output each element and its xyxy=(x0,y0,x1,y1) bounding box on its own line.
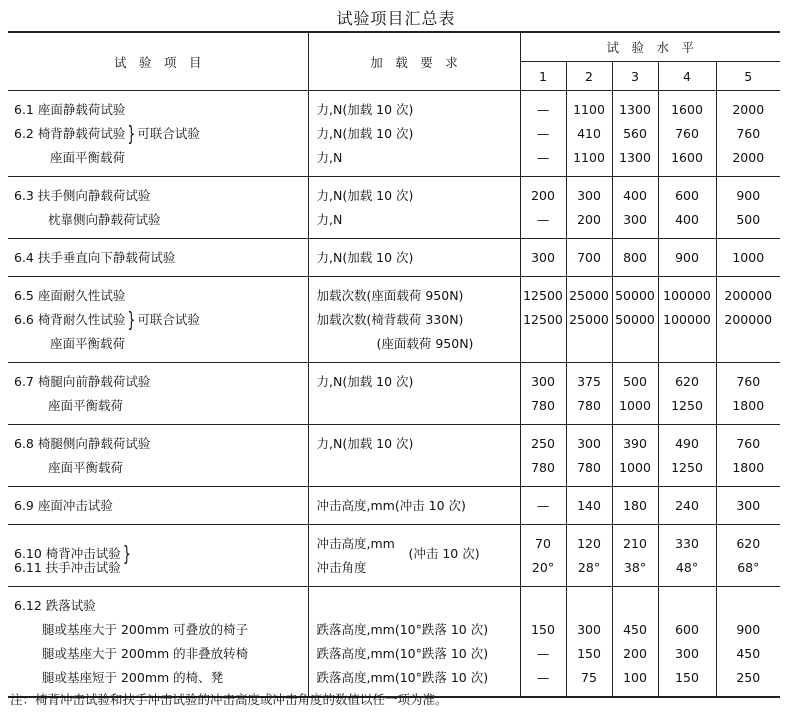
level-4-cell xyxy=(658,177,716,239)
level-4-cell xyxy=(658,525,716,587)
footnote: 注：椅背冲击试验和扶手冲击试验的冲击高度或冲击角度的数值以任一项为准。 xyxy=(10,692,448,707)
level-value: 760 xyxy=(736,374,761,389)
test-item-cell xyxy=(8,177,308,239)
level-2: 2 xyxy=(566,62,612,91)
test-item-label: 座面平衡载荷 xyxy=(50,150,126,165)
level-value: 100 xyxy=(623,670,647,685)
level-2-cell xyxy=(566,177,612,239)
level-value: 1000 xyxy=(619,460,651,475)
level-value xyxy=(567,332,612,356)
level-value: 600 xyxy=(675,188,699,203)
level-5-cell xyxy=(716,487,780,525)
level-value: 210 xyxy=(623,536,647,551)
test-item-label: 腿或基座大于 200mm 可叠放的椅子 xyxy=(42,622,249,637)
level-value: 400 xyxy=(623,188,647,203)
test-item-label: 6.12 跌落试验 xyxy=(14,598,96,613)
level-value: 300 xyxy=(577,188,601,203)
level-4-cell xyxy=(658,239,716,277)
load-requirement-text: (座面载荷 950N) xyxy=(376,336,474,351)
level-value: — xyxy=(536,498,550,513)
level-4-cell xyxy=(658,487,716,525)
level-value: 38° xyxy=(623,560,647,575)
level-value: 900 xyxy=(675,250,699,265)
level-3-cell xyxy=(612,363,658,425)
level-5-cell xyxy=(716,363,780,425)
load-requirement-text: 加载次数(座面载荷 950N) xyxy=(316,288,464,303)
level-value xyxy=(567,594,612,618)
level-value: 330 xyxy=(675,536,699,551)
level-value: 240 xyxy=(675,498,699,513)
header-item: 试 验 项 目 xyxy=(8,32,308,91)
level-1-cell xyxy=(520,487,566,525)
level-value: 100000 xyxy=(663,288,711,303)
load-requirement-text: 力,N(加载 10 次) xyxy=(316,188,414,203)
level-2-cell xyxy=(566,487,612,525)
level-5-cell xyxy=(716,425,780,487)
level-value: 100000 xyxy=(663,312,711,327)
test-item-cell xyxy=(8,239,308,277)
level-value: 1250 xyxy=(671,398,703,413)
level-value: 780 xyxy=(577,398,601,413)
level-3-cell xyxy=(612,177,658,239)
load-requirement-cell xyxy=(308,425,520,487)
level-1-cell xyxy=(520,587,566,698)
level-value: 780 xyxy=(531,460,555,475)
table-row xyxy=(8,91,780,177)
table-row xyxy=(8,177,780,239)
level-value: 1000 xyxy=(732,250,765,265)
level-2-cell xyxy=(566,277,612,363)
level-value: 75 xyxy=(581,670,597,685)
level-value: 300 xyxy=(577,622,601,637)
level-value: 50000 xyxy=(615,288,655,303)
level-4-cell xyxy=(658,587,716,698)
level-value: 150 xyxy=(531,622,555,637)
table-row xyxy=(8,239,780,277)
load-requirement-text: 力,N(加载 10 次) xyxy=(316,436,414,451)
load-requirement-text: 力,N xyxy=(316,212,343,227)
level-value: 1800 xyxy=(732,398,765,413)
test-item-label: 座面平衡载荷 xyxy=(48,398,124,413)
test-item-cell xyxy=(8,525,308,587)
test-item-label: 枕靠侧向静载荷试验 xyxy=(48,212,161,227)
level-value: 200 xyxy=(531,188,555,203)
test-item-label: 6.8 椅腿侧向静载荷试验 xyxy=(14,436,151,451)
level-3-cell xyxy=(612,91,658,177)
table-row xyxy=(8,487,780,525)
load-requirement-text: 跌落高度,mm(10°跌落 10 次) xyxy=(316,670,489,685)
test-item-label: 6.1 座面静载荷试验 xyxy=(14,102,126,117)
level-value: 490 xyxy=(675,436,699,451)
header-load: 加 载 要 求 xyxy=(308,32,520,91)
level-value: 150 xyxy=(675,670,699,685)
level-2-cell xyxy=(566,239,612,277)
load-requirement-text: 力,N(加载 10 次) xyxy=(316,102,414,117)
level-value: 760 xyxy=(675,126,699,141)
level-2-cell xyxy=(566,587,612,698)
table-row xyxy=(8,525,780,587)
level-value: 200 xyxy=(623,646,647,661)
level-value xyxy=(521,594,566,618)
load-requirement-text: 力,N(加载 10 次) xyxy=(316,250,414,265)
level-2-cell xyxy=(566,525,612,587)
level-value: 1300 xyxy=(619,150,651,165)
table-row xyxy=(8,587,780,698)
level-value: 900 xyxy=(736,188,761,203)
level-value: 25000 xyxy=(569,312,609,327)
level-value: 200 xyxy=(577,212,601,227)
load-requirement-text: 力,N(加载 10 次) xyxy=(316,126,414,141)
load-requirement-text: 冲击高度,mm(冲击 10 次) xyxy=(316,498,466,513)
level-value: 200000 xyxy=(724,312,773,327)
level-value: 70 xyxy=(535,536,551,551)
load-requirement-cell xyxy=(308,177,520,239)
test-item-label: 6.9 座面冲击试验 xyxy=(14,498,113,513)
level-value: 390 xyxy=(623,436,647,451)
level-value: 300 xyxy=(531,374,555,389)
test-item-label: 6.2 椅背静载荷试验 xyxy=(14,126,126,141)
level-value: 410 xyxy=(577,126,601,141)
level-1-cell xyxy=(520,177,566,239)
level-value: 450 xyxy=(623,622,647,637)
test-item-label: 6.11 扶手冲击试验 xyxy=(14,560,121,575)
level-1: 1 xyxy=(520,62,566,91)
test-item-label: 6.7 椅腿向前静载荷试验 xyxy=(14,374,151,389)
load-requirement-text: 力,N(加载 10 次) xyxy=(316,374,414,389)
load-requirement-text: 冲击高度,mm xyxy=(316,536,395,551)
level-value: 620 xyxy=(675,374,699,389)
level-value: 1600 xyxy=(671,102,703,117)
level-value: 1300 xyxy=(619,102,651,117)
test-item-label: 6.6 椅背耐久性试验 xyxy=(14,312,126,327)
level-value: 700 xyxy=(577,250,601,265)
test-item-label: 6.3 扶手侧向静载荷试验 xyxy=(14,188,151,203)
load-requirement-text: 跌落高度,mm(10°跌落 10 次) xyxy=(316,622,489,637)
level-4-cell xyxy=(658,277,716,363)
level-value: 140 xyxy=(577,498,601,513)
test-item-cell xyxy=(8,363,308,425)
level-5: 5 xyxy=(716,62,780,91)
level-value: 400 xyxy=(675,212,699,227)
level-3-cell xyxy=(612,487,658,525)
level-value: 300 xyxy=(736,498,761,513)
level-value: 800 xyxy=(623,250,647,265)
load-requirement-text: 冲击角度 xyxy=(316,560,367,575)
test-item-cell xyxy=(8,91,308,177)
table-row xyxy=(8,277,780,363)
load-requirement-cell xyxy=(308,363,520,425)
level-value: 300 xyxy=(675,646,699,661)
load-requirement-cell xyxy=(308,91,520,177)
level-value xyxy=(717,594,781,618)
load-requirement-text: 加载次数(椅背载荷 330N) xyxy=(316,312,464,327)
level-value: 68° xyxy=(737,560,760,575)
test-item-label: 6.4 扶手垂直向下静载荷试验 xyxy=(14,250,176,265)
load-requirement-text: 跌落高度,mm(10°跌落 10 次) xyxy=(316,646,489,661)
level-value: 1100 xyxy=(573,102,605,117)
level-5-cell xyxy=(716,239,780,277)
level-value xyxy=(659,594,716,618)
brace-mark: } xyxy=(122,541,131,566)
test-item-label: 6.5 座面耐久性试验 xyxy=(14,288,126,303)
level-1-cell xyxy=(520,277,566,363)
header-level: 试 验 水 平 xyxy=(520,32,780,62)
joint-test-label: 可联合试验 xyxy=(137,126,200,141)
level-value: — xyxy=(536,646,550,661)
level-4: 4 xyxy=(658,62,716,91)
level-value: 620 xyxy=(736,536,761,551)
table-row xyxy=(8,363,780,425)
load-requirement-cell xyxy=(308,239,520,277)
test-item-cell xyxy=(8,277,308,363)
level-value: 150 xyxy=(577,646,601,661)
level-value: 760 xyxy=(736,126,761,141)
level-value: 12500 xyxy=(523,288,563,303)
test-summary-table xyxy=(8,31,780,698)
level-1-cell xyxy=(520,525,566,587)
level-3-cell xyxy=(612,239,658,277)
level-1-cell xyxy=(520,363,566,425)
load-requirement-cell xyxy=(308,277,520,363)
level-5-cell xyxy=(716,525,780,587)
level-value: 500 xyxy=(736,212,761,227)
load-requirement-cell xyxy=(308,487,520,525)
level-value: 1800 xyxy=(732,460,765,475)
level-value: 375 xyxy=(577,374,601,389)
level-5-cell xyxy=(716,177,780,239)
test-item-cell xyxy=(8,425,308,487)
test-item-label: 座面平衡载荷 xyxy=(50,336,126,351)
level-value: 200000 xyxy=(724,288,773,303)
level-value: 560 xyxy=(623,126,647,141)
level-value: 600 xyxy=(675,622,699,637)
level-value: 300 xyxy=(577,436,601,451)
level-value: — xyxy=(536,670,550,685)
level-value: 120 xyxy=(577,536,601,551)
brace-mark: } xyxy=(127,121,136,146)
level-value: 780 xyxy=(577,460,601,475)
level-value: 50000 xyxy=(615,312,655,327)
level-value: 1000 xyxy=(619,398,651,413)
level-4-cell xyxy=(658,91,716,177)
level-value: 2000 xyxy=(732,150,765,165)
level-value: 12500 xyxy=(523,312,563,327)
table-title: 试验项目汇总表 xyxy=(336,9,456,28)
level-value: 760 xyxy=(736,436,761,451)
level-3-cell xyxy=(612,525,658,587)
level-value xyxy=(613,594,658,618)
table-row xyxy=(8,425,780,487)
level-2-cell xyxy=(566,425,612,487)
brace-mark: } xyxy=(127,307,136,332)
test-item-cell xyxy=(8,587,308,698)
level-value: 780 xyxy=(531,398,555,413)
level-5-cell xyxy=(716,277,780,363)
level-value: — xyxy=(536,212,550,227)
load-requirement-text: 力,N xyxy=(316,150,343,165)
level-value: 450 xyxy=(736,646,761,661)
level-value: 250 xyxy=(736,670,761,685)
level-value: — xyxy=(536,102,550,117)
impact-count-text: (冲击 10 次) xyxy=(408,546,480,561)
test-item-label: 腿或基座短于 200mm 的椅、凳 xyxy=(42,670,224,685)
load-requirement-cell xyxy=(308,587,520,698)
level-value: 1600 xyxy=(671,150,703,165)
level-5-cell xyxy=(716,91,780,177)
joint-test-label: 可联合试验 xyxy=(137,312,200,327)
level-3-cell xyxy=(612,587,658,698)
level-value xyxy=(521,332,566,356)
level-4-cell xyxy=(658,363,716,425)
level-value: 250 xyxy=(531,436,555,451)
level-value: — xyxy=(536,150,550,165)
level-value: 500 xyxy=(623,374,647,389)
level-value xyxy=(613,332,658,356)
test-item-label: 6.10 椅背冲击试验 xyxy=(14,546,121,561)
level-value: — xyxy=(536,126,550,141)
level-5-cell xyxy=(716,587,780,698)
test-item-label: 座面平衡载荷 xyxy=(48,460,124,475)
level-4-cell xyxy=(658,425,716,487)
test-item-cell xyxy=(8,487,308,525)
level-2-cell xyxy=(566,363,612,425)
level-1-cell xyxy=(520,239,566,277)
level-value: 300 xyxy=(531,250,555,265)
level-value: 20° xyxy=(531,560,555,575)
load-requirement-cell xyxy=(308,525,520,587)
test-item-label: 腿或基座大于 200mm 的非叠放转椅 xyxy=(42,646,249,661)
level-value: 900 xyxy=(736,622,761,637)
level-value: 25000 xyxy=(569,288,609,303)
level-3-cell xyxy=(612,277,658,363)
level-3-cell xyxy=(612,425,658,487)
level-value: 28° xyxy=(577,560,601,575)
level-value: 2000 xyxy=(732,102,765,117)
level-1-cell xyxy=(520,425,566,487)
level-value: 48° xyxy=(675,560,699,575)
level-2-cell xyxy=(566,91,612,177)
level-value xyxy=(659,332,716,356)
level-value: 1250 xyxy=(671,460,703,475)
level-1-cell xyxy=(520,91,566,177)
level-value: 300 xyxy=(623,212,647,227)
level-3: 3 xyxy=(612,62,658,91)
level-value: 180 xyxy=(623,498,647,513)
level-value: 1100 xyxy=(573,150,605,165)
level-value xyxy=(717,332,781,356)
